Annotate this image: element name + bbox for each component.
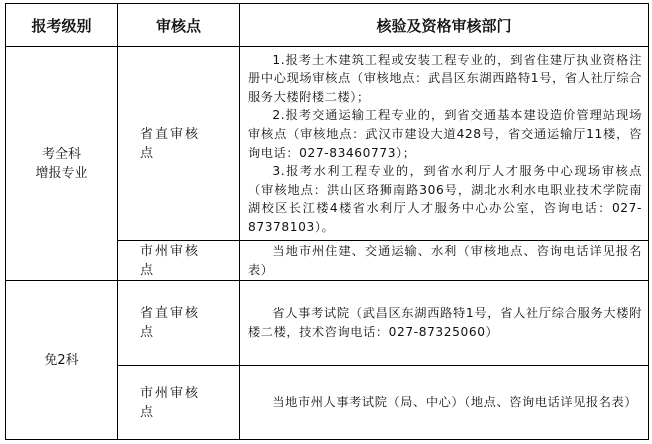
department-cell xyxy=(240,241,649,281)
table-row xyxy=(6,47,649,241)
review-point-label: 市州审核 xyxy=(140,243,201,259)
department-cell xyxy=(240,281,649,366)
review-point-label: 点 xyxy=(140,325,156,340)
table-row xyxy=(6,281,649,366)
department-paragraph: 3.报考水利工程专业的，到省水利厅人才服务中心现场审核点（审核地点：洪山区珞狮南路306号，湖北水利水电职业技术学院南湖校区长江楼4楼省水利厅人才服务中心办公室，咨询电话：027-87378103）。 xyxy=(248,164,642,234)
header-review-point: 审核点 xyxy=(118,4,240,47)
department-cell xyxy=(240,47,649,241)
department-paragraph: 当地市州住建、交通运输、水利（审核地点、咨询电话详见报名表） xyxy=(248,243,642,277)
category-label: 考全科 xyxy=(41,146,81,162)
category-label: 增报专业 xyxy=(35,165,88,181)
review-point-cell xyxy=(118,281,240,366)
category-cell xyxy=(6,47,118,281)
qualification-review-table xyxy=(5,3,649,440)
review-point-label: 点 xyxy=(140,404,156,420)
category-cell xyxy=(6,281,118,440)
header-review-department: 核验及资格审核部门 xyxy=(240,4,649,47)
department-paragraph: 2.报考交通运输工程专业的，到省交通基本建设造价管理站现场审核点（审核地点：武汉市建设大道428号，省交通运输厅11楼，咨询电话：027-83460773）； xyxy=(248,108,642,160)
header-row xyxy=(6,4,649,47)
review-point-cell xyxy=(118,366,240,440)
review-point-label: 省直审核 xyxy=(140,126,201,142)
department-paragraph: 1.报考土木建筑工程或安装工程专业的，到省住建厅执业资格注册中心现场审核点（审核地点：武昌区东湖西路特1号，省人社厅综合服务大楼附楼二楼）； xyxy=(248,52,642,104)
department-cell xyxy=(240,366,649,440)
category-label: 免2科 xyxy=(44,352,79,368)
review-point-label: 市州审核 xyxy=(140,385,201,401)
review-point-label: 点 xyxy=(140,262,156,278)
department-paragraph: 当地市州人事考试院（局、中心）（地点、咨询电话详见报名表） xyxy=(272,395,638,410)
review-point-label: 点 xyxy=(140,145,156,161)
department-paragraph: 省人事考试院（武昌区东湖西路特1号，省人社厅综合服务大楼附楼二楼，技术咨询电话：027-87325060） xyxy=(248,306,642,339)
review-point-cell xyxy=(118,241,240,281)
review-point-label: 省直审核 xyxy=(140,306,201,321)
review-point-cell xyxy=(118,47,240,241)
header-exam-level: 报考级别 xyxy=(6,4,118,47)
